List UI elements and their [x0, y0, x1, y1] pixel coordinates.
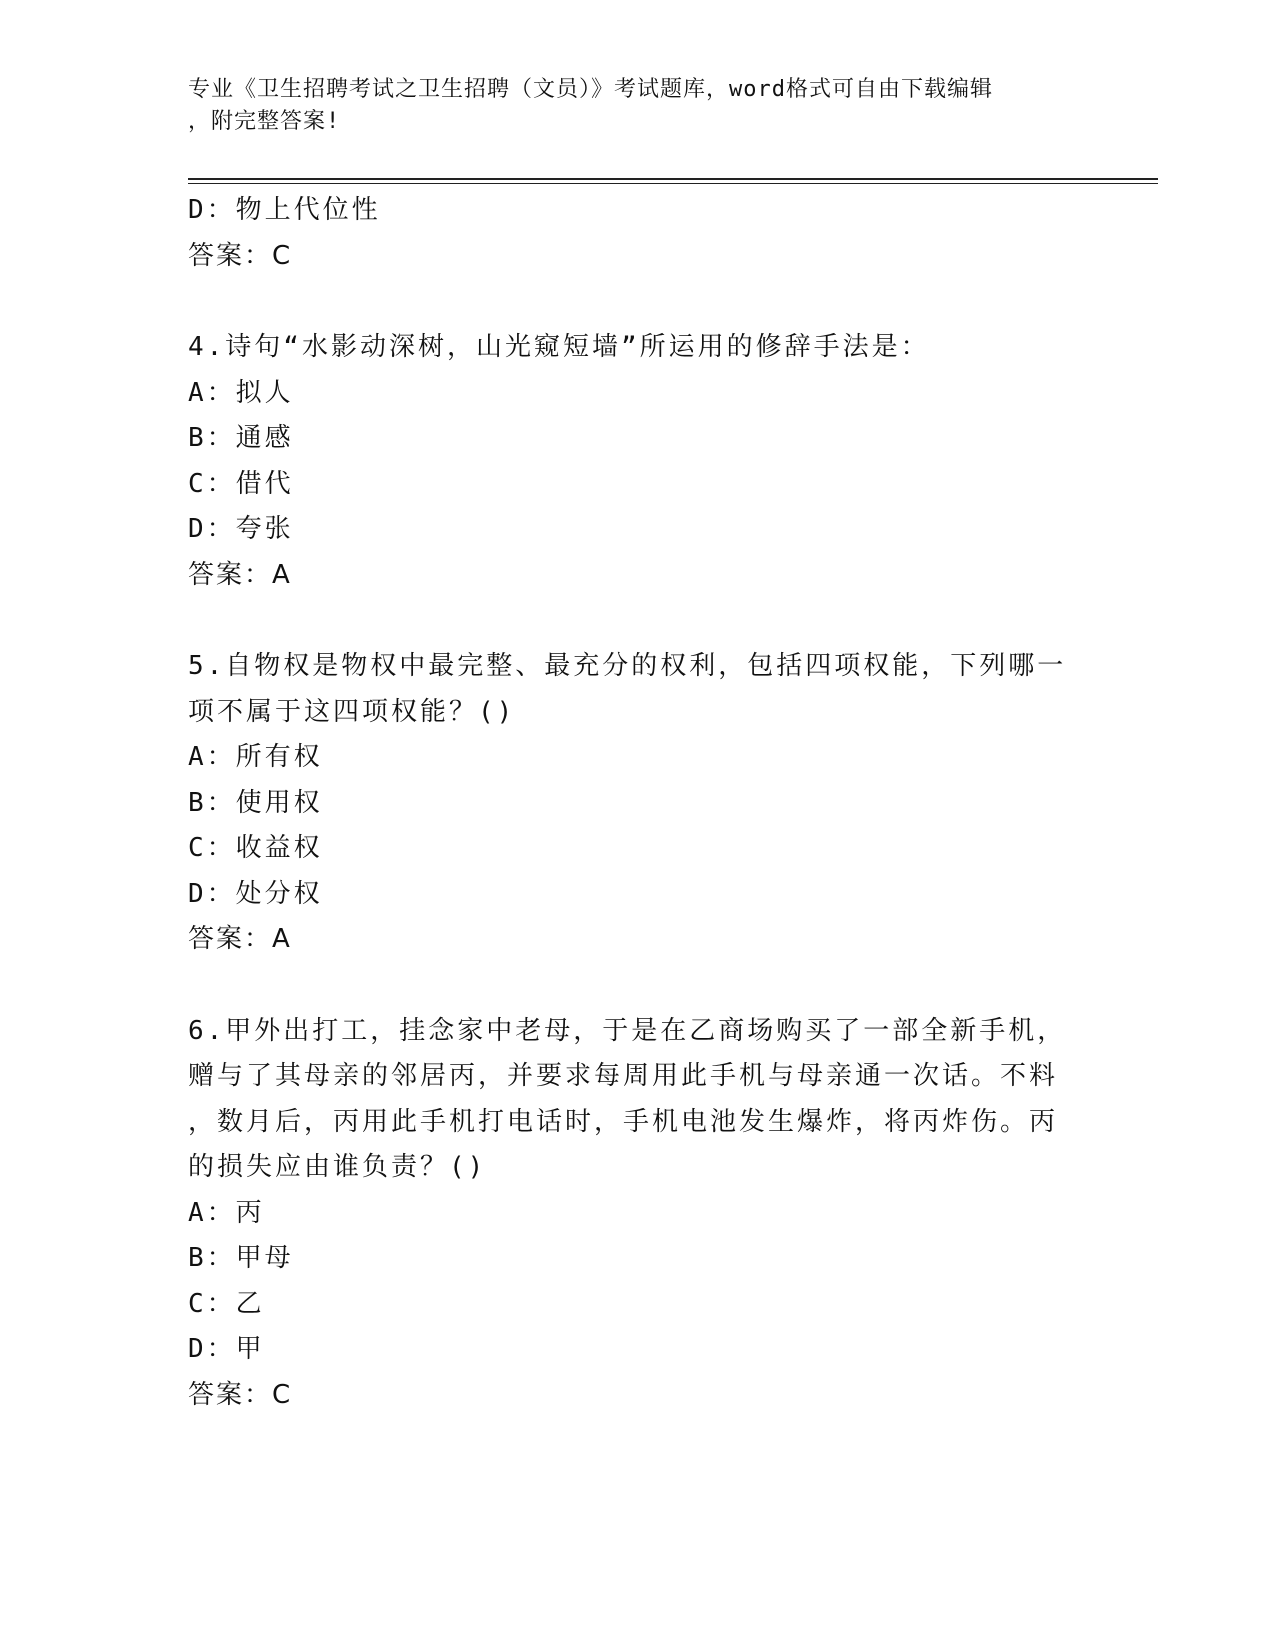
question-6-option-b: B：甲母: [188, 1243, 294, 1273]
question-3-answer: 答案：C: [188, 240, 293, 271]
question-5-option-b: B：使用权: [188, 787, 323, 818]
question-5: [188, 644, 1068, 963]
header-line-2: ，附完整答案!: [188, 109, 341, 134]
question-5-option-d: D：处分权: [188, 878, 323, 909]
question-5-option-c: C：收益权: [188, 833, 323, 863]
question-6-stem-line-2: 赠与了其母亲的邻居丙，并要求每周用此手机与母亲通一次话。不料: [188, 1061, 1059, 1091]
question-4-option-b: B：通感: [188, 423, 294, 453]
question-4-stem: 4.诗句“水影动深树，山光窥短墙”所运用的修辞手法是：: [188, 332, 930, 362]
question-list: [188, 188, 1068, 1418]
spacer: [188, 279, 1068, 325]
spacer: [188, 598, 1068, 644]
question-4-answer: 答案：A: [188, 559, 292, 590]
question-4: [188, 325, 1068, 598]
question-6-stem-line-4: 的损失应由谁负责？(): [188, 1152, 487, 1182]
document-header: [188, 74, 1068, 138]
header-rule-thin: [188, 183, 1158, 184]
question-4-option-a: A：拟人: [188, 377, 294, 408]
question-4-option-d: D：夸张: [188, 514, 294, 544]
question-6-option-c: C：乙: [188, 1288, 265, 1319]
question-6-stem-line-1: 6.甲外出打工，挂念家中老母，于是在乙商场购买了一部全新手机，: [188, 1015, 1067, 1046]
question-5-stem-line-2: 项不属于这四项权能？(): [188, 696, 516, 727]
question-6-option-d: D：甲: [188, 1334, 265, 1364]
question-3-option-d: D：物上代位性: [188, 195, 381, 225]
question-6-stem-line-3: ，数月后，丙用此手机打电话时，手机电池发生爆炸，将丙炸伤。丙: [188, 1106, 1059, 1137]
spacer: [188, 963, 1068, 1009]
question-5-answer: 答案：A: [188, 924, 292, 954]
question-5-option-a: A：所有权: [188, 742, 323, 772]
question-6-option-a: A：丙: [188, 1197, 265, 1228]
question-4-option-c: C：借代: [188, 468, 294, 499]
header-line-1: 专业《卫生招聘考试之卫生招聘（文员）》考试题库，word格式可自由下载编辑: [188, 77, 993, 102]
question-6: [188, 1009, 1068, 1419]
header-rule-thick: [188, 178, 1158, 180]
question-6-answer: 答案：C: [188, 1379, 293, 1410]
question-5-stem-line-1: 5.自物权是物权中最完整、最充分的权利，包括四项权能，下列哪一: [188, 651, 1067, 681]
